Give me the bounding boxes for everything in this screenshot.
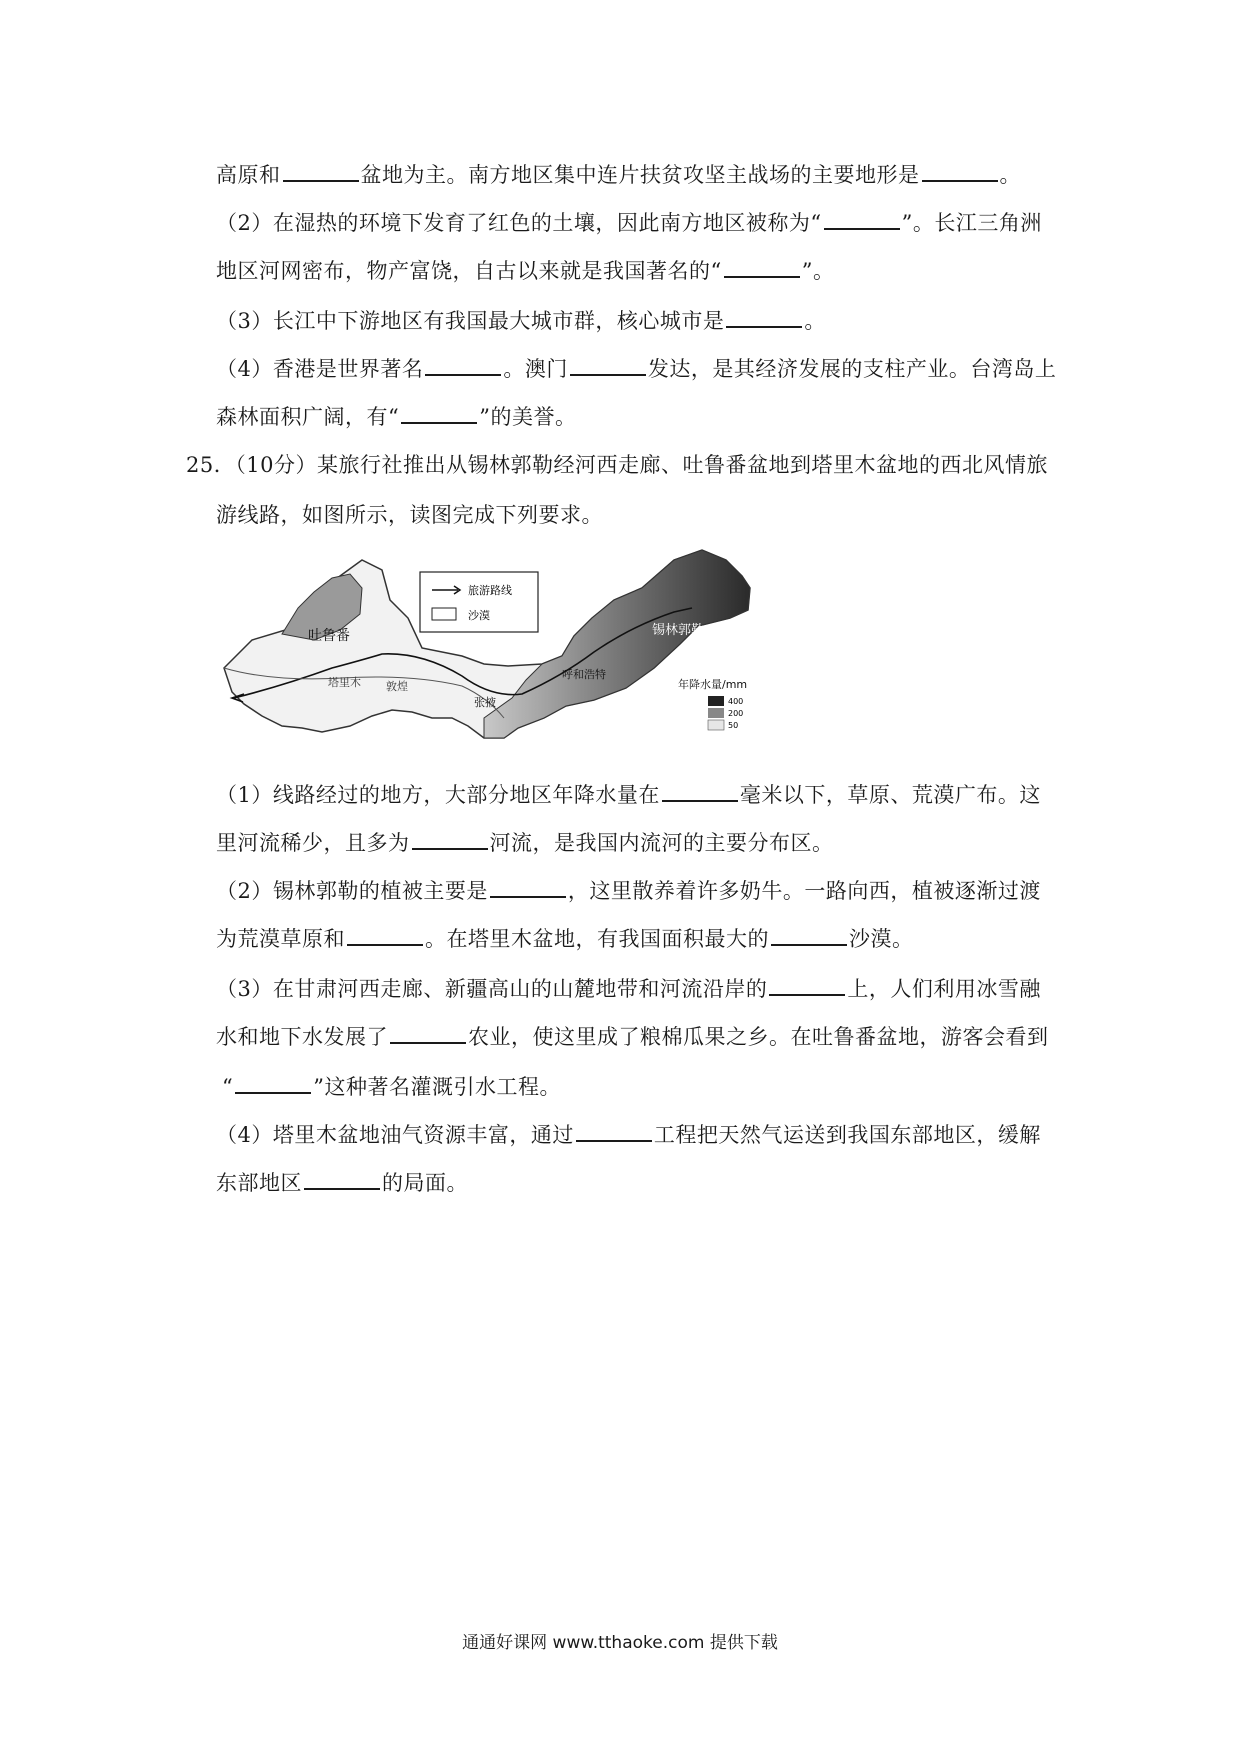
answer-blank[interactable] [576, 1120, 652, 1142]
text-line-1: 高原和 盆地为主。南方地区集中连片扶贫攻坚主战场的主要地形是 。 [216, 160, 1021, 190]
text-line-8: 游线路，如图所示，读图完成下列要求。 [216, 503, 603, 527]
page-footer: 通通好课网 www.tthaoke.com 提供下载 [462, 1633, 778, 1653]
place-xilin: 锡林郭勒 [652, 623, 705, 638]
precip-swatch-200 [708, 708, 724, 718]
precip-tick-200: 200 [728, 709, 744, 718]
answer-blank[interactable] [922, 160, 998, 182]
answer-blank[interactable] [726, 306, 802, 328]
text-line-10: 里河流稀少，且多为 河流，是我国内流河的主要分布区。 [216, 828, 834, 858]
legend-desert-label: 沙漠 [468, 609, 490, 622]
text-line-4: （3）长江中下游地区有我国最大城市群，核心城市是 。 [216, 306, 826, 336]
text-line-16: （4）塔里木盆地油气资源丰富，通过 工程把天然气运送到我国东部地区，缓解 [216, 1120, 1041, 1150]
answer-blank[interactable] [401, 402, 477, 424]
answer-blank[interactable] [570, 354, 646, 376]
precip-legend-title: 年降水量/mm [678, 678, 748, 691]
text-line-17: 东部地区 的局面。 [216, 1168, 468, 1198]
precip-swatch-50 [708, 720, 724, 730]
answer-blank[interactable] [724, 256, 800, 278]
text-line-14: 水和地下水发展了 农业，使这里成了粮棉瓜果之乡。在吐鲁番盆地，游客会看到 [216, 1022, 1049, 1052]
answer-blank[interactable] [412, 828, 488, 850]
place-hohhot: 呼和浩特 [562, 668, 606, 681]
answer-blank[interactable] [304, 1168, 380, 1190]
answer-blank[interactable] [769, 974, 845, 996]
answer-blank[interactable] [490, 876, 566, 898]
text-line-15: “ ”这种著名灌溉引水工程。 [222, 1072, 561, 1102]
answer-blank[interactable] [283, 160, 359, 182]
answer-blank[interactable] [771, 924, 847, 946]
text-line-2: （2）在湿热的环境下发育了红色的土壤，因此南方地区被称为“ ”。长江三角洲 [216, 208, 1042, 238]
legend-desert-icon [432, 608, 456, 620]
legend-route-label: 旅游路线 [468, 584, 512, 597]
text-line-11: （2）锡林郭勒的植被主要是 ，这里散养着许多奶牛。一路向西，植被逐渐过渡 [216, 876, 1041, 906]
map-legend-box [420, 572, 538, 632]
text-line-13: （3）在甘肃河西走廊、新疆高山的山麓地带和河流沿岸的 上，人们利用冰雪融 [216, 974, 1041, 1004]
text-line-12: 为荒漠草原和 。在塔里木盆地，有我国面积最大的 沙漠。 [216, 924, 914, 954]
answer-blank[interactable] [390, 1022, 466, 1044]
text-line-3: 地区河网密布，物产富饶，自古以来就是我国著名的“ ”。 [216, 256, 834, 286]
route-map [222, 548, 790, 744]
place-tarim: 塔里木 [328, 676, 361, 689]
answer-blank[interactable] [824, 208, 900, 230]
answer-blank[interactable] [235, 1072, 311, 1094]
answer-blank[interactable] [425, 354, 501, 376]
precip-tick-50: 50 [728, 721, 739, 730]
text-line-5: （4）香港是世界著名 。澳门 发达，是其经济发展的支柱产业。台湾岛上 [216, 354, 1056, 384]
precip-swatch-400 [708, 696, 724, 706]
place-zhangye: 张掖 [474, 696, 496, 709]
place-dunhuang: 敦煌 [386, 680, 408, 693]
place-turpan: 吐鲁番 [308, 628, 350, 644]
text-line-6: 森林面积广阔，有“ ”的美誉。 [216, 402, 577, 432]
answer-blank[interactable] [347, 924, 423, 946]
answer-blank[interactable] [662, 780, 738, 802]
text-line-9: （1）线路经过的地方，大部分地区年降水量在 毫米以下，草原、荒漠广布。这 [216, 780, 1041, 810]
precip-tick-400: 400 [728, 697, 744, 706]
question-25-header: 25．（10分）某旅行社推出从锡林郭勒经河西走廊、吐鲁番盆地到塔里木盆地的西北风情旅 [186, 453, 1048, 477]
